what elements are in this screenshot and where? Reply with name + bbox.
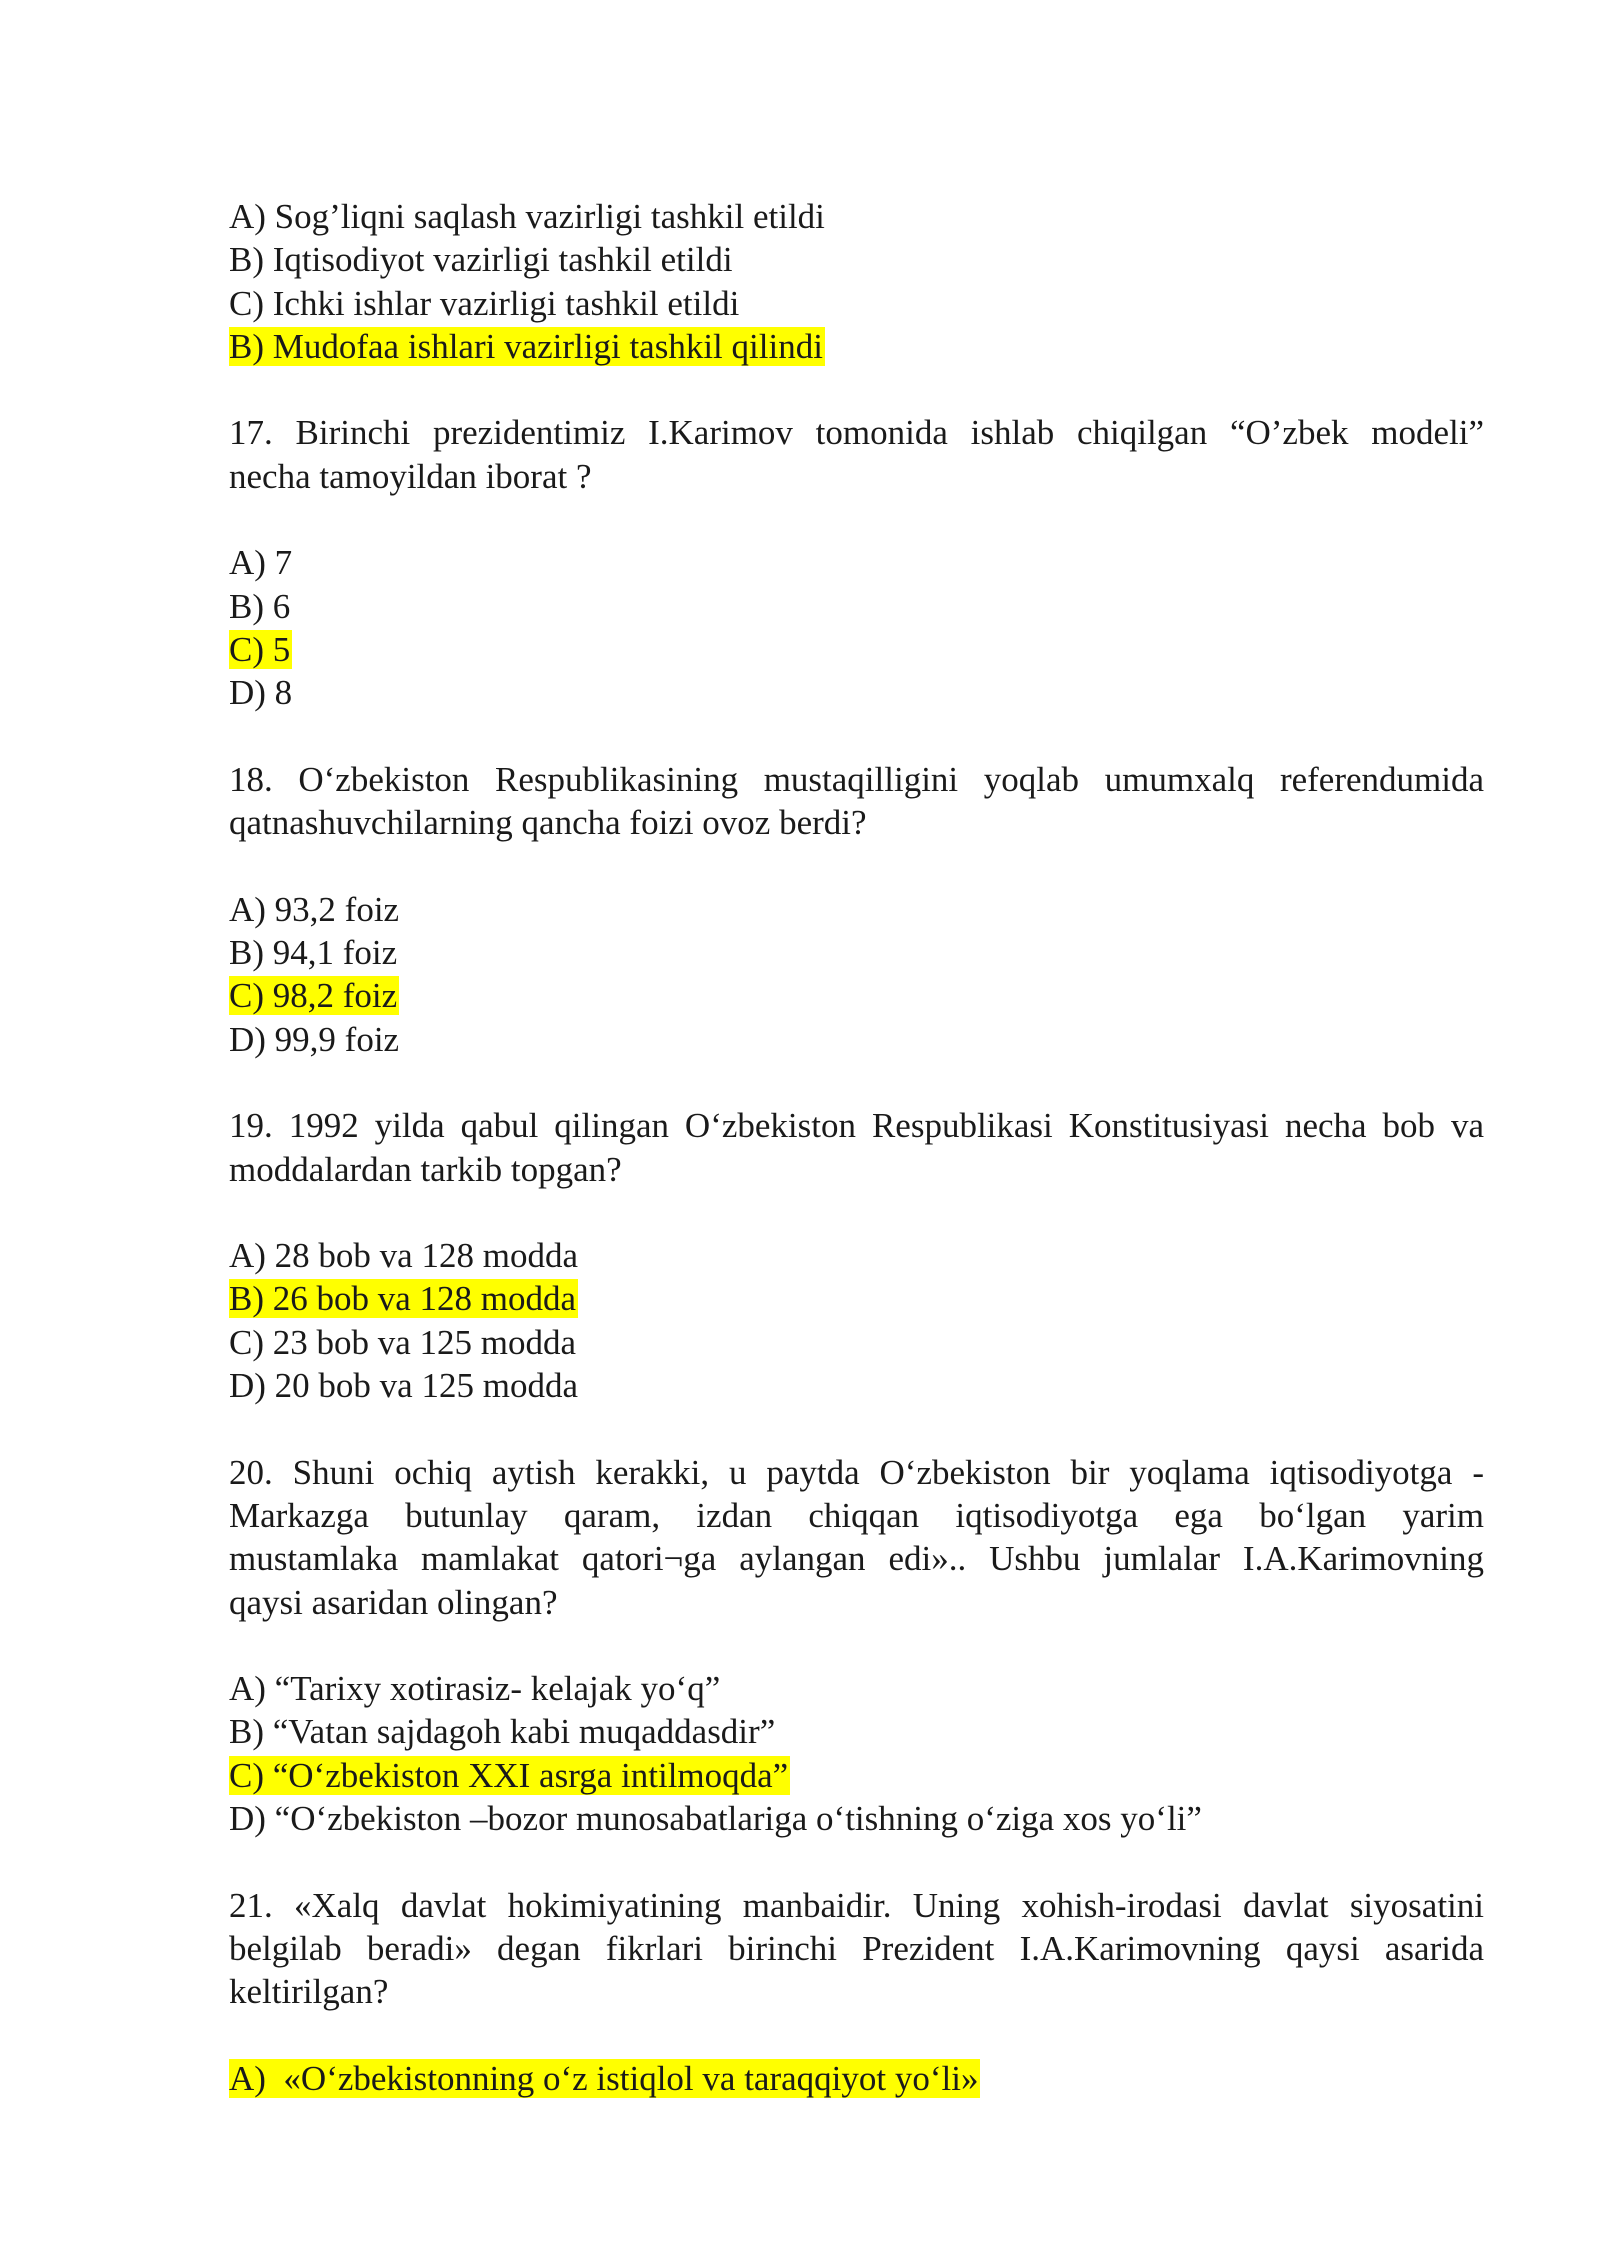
option-item [229, 888, 1484, 931]
spacer [229, 1061, 1484, 1104]
option-item [229, 1364, 1484, 1407]
option-text: D) “O‘zbekiston –bozor munosabatlariga o‘tishning o‘ziga xos yo‘li” [229, 1798, 1202, 1838]
spacer [229, 1624, 1484, 1667]
option-text: B) “Vatan sajdagoh kabi muqaddasdir” [229, 1712, 776, 1752]
option-text: A) “Tarixy xotirasiz- kelajak yo‘q” [229, 1669, 721, 1709]
intro-options [229, 195, 1484, 368]
question-text-line: qatnashuvchilarning qancha foizi ovoz berdi? [229, 803, 867, 843]
option-item [229, 1797, 1484, 1840]
question-text-line: 21. «Xalq davlat hokimiyatining manbaidir. Uning xohish-irodasi davlat siyosatini [229, 1885, 1484, 1925]
question-text-line: belgilab beradi» degan fikrlari birinchi Prezident I.A.Karimovning qaysi asarida [229, 1928, 1484, 1968]
question-20 [229, 1451, 1484, 1841]
option-item [229, 541, 1484, 584]
option-item-correct [229, 628, 1484, 671]
option-text: C) Ichki ishlar vazirligi tashkil etildi [229, 283, 740, 323]
option-text: D) 8 [229, 673, 293, 713]
option-text: A) 93,2 foiz [229, 889, 400, 929]
question-text-line: mustamlaka mamlakat qatori¬ga aylangan edi».. Ushbu jumlalar I.A.Karimovning [229, 1539, 1484, 1579]
option-item-correct [229, 1277, 1484, 1320]
option-text-highlighted: C) 98,2 foiz [229, 976, 398, 1016]
option-text-highlighted: C) “O‘zbekiston XXI asrga intilmoqda” [229, 1755, 789, 1795]
option-item-correct [229, 325, 1484, 368]
spacer [229, 2013, 1484, 2056]
option-text: B) 94,1 foiz [229, 933, 398, 973]
question-text-line: necha tamoyildan iborat ? [229, 456, 592, 496]
question-text-line: 19. 1992 yilda qabul qilingan O‘zbekiston Respublikasi Konstitusiyasi necha bob va [229, 1106, 1484, 1146]
option-item [229, 1018, 1484, 1061]
option-text: C) 23 bob va 125 modda [229, 1322, 577, 1362]
option-text-highlighted: B) 26 bob va 128 modda [229, 1279, 577, 1319]
option-text: B) Iqtisodiyot vazirligi tashkil etildi [229, 240, 733, 280]
option-item [229, 1234, 1484, 1277]
question-text-line: qaysi asaridan olingan? [229, 1582, 558, 1622]
option-text-highlighted: C) 5 [229, 629, 291, 669]
option-item [229, 1710, 1484, 1753]
option-item [229, 1321, 1484, 1364]
spacer [229, 498, 1484, 541]
option-text: D) 20 bob va 125 modda [229, 1366, 578, 1406]
spacer [229, 844, 1484, 887]
option-item [229, 238, 1484, 281]
question-18 [229, 758, 1484, 1061]
option-text: D) 99,9 foiz [229, 1019, 400, 1059]
option-text: A) 28 bob va 128 modda [229, 1236, 578, 1276]
option-item-correct [229, 974, 1484, 1017]
question-text-line: 17. Birinchi prezidentimiz I.Karimov tomonida ishlab chiqilgan “O’zbek modeli” [229, 413, 1484, 453]
spacer [229, 368, 1484, 411]
option-text: A) Sog’liqni saqlash vazirligi tashkil etildi [229, 197, 825, 236]
option-item [229, 195, 1484, 238]
question-21 [229, 1884, 1484, 2100]
question-17 [229, 411, 1484, 714]
question-text-line: keltirilgan? [229, 1972, 389, 2012]
spacer [229, 715, 1484, 758]
option-item-correct [229, 1754, 1484, 1797]
option-item [229, 671, 1484, 714]
question-text-line: Markazga butunlay qaram, izdan chiqqan iqtisodiyotga ega bo‘lgan yarim [229, 1495, 1484, 1535]
question-text-line: 18. O‘zbekiston Respublikasining mustaqilligini yoqlab umumxalq referendumida [229, 759, 1484, 799]
option-text-highlighted: B) Mudofaa ishlari vazirligi tashkil qilindi [229, 326, 823, 366]
option-item [229, 1667, 1484, 1710]
option-text-highlighted: A) «O‘zbekistonning o‘z istiqlol va taraqqiyot yo‘li» [229, 2058, 979, 2098]
option-text: A) 7 [229, 543, 293, 583]
option-item [229, 585, 1484, 628]
spacer [229, 1840, 1484, 1883]
spacer [229, 1191, 1484, 1234]
option-item [229, 282, 1484, 325]
option-text: B) 6 [229, 586, 291, 626]
option-item-correct [229, 2057, 1484, 2100]
option-item [229, 931, 1484, 974]
question-text-line: moddalardan tarkib topgan? [229, 1149, 622, 1189]
question-19 [229, 1104, 1484, 1407]
question-text-line: 20. Shuni ochiq aytish kerakki, u paytda O‘zbekiston bir yoqlama iqtisodiyotga - [229, 1452, 1484, 1492]
spacer [229, 1407, 1484, 1450]
